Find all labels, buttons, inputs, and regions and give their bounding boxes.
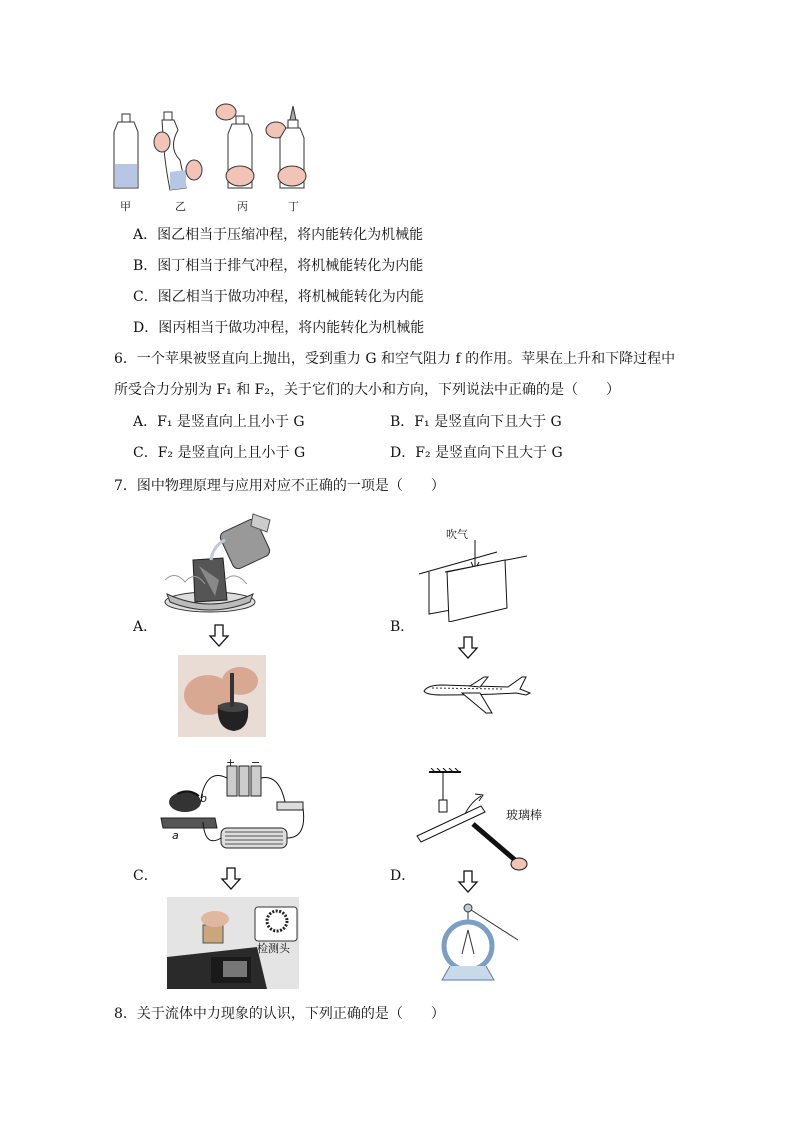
q5-option-a: A．图乙相当于压缩冲程，将内能转化为机械能: [133, 227, 424, 243]
q7-d-arrow-icon: [457, 870, 479, 894]
q7-stem: 7．图中物理原理与应用对应不正确的一项是（ ）: [114, 478, 445, 494]
q7-a-principle-figure: [155, 510, 275, 615]
q7-c-detector-label: 检测头: [257, 942, 290, 955]
q7-option-a-letter: A．: [133, 619, 158, 635]
q6-stem-line1: 6．一个苹果被竖直向上抛出，受到重力 G 和空气阻力 f 的作用。苹果在上升和下降过程中: [114, 351, 676, 367]
bottle-illustration: [108, 100, 318, 212]
q7-c-label-a: a: [172, 829, 179, 842]
q6-option-b: B．F₁ 是竖直向下且大于 G: [390, 414, 562, 430]
q7-d-glass-rod-label: 玻璃棒: [506, 808, 543, 822]
q7-option-d-letter: D．: [390, 868, 416, 884]
q7-b-principle-figure: [415, 522, 535, 622]
q7-d-principle-figure: [415, 768, 535, 878]
q7-c-principle-figure: [155, 758, 305, 858]
q6-stem-line2: 所受合力分别为 F₁ 和 F₂，关于它们的大小和方向，下列说法中正确的是（ ）: [114, 382, 621, 398]
q5-option-b: B．图丁相当于排气冲程，将机械能转化为内能: [133, 258, 424, 274]
q6-option-d: D．F₂ 是竖直向下且大于 G: [390, 445, 563, 461]
q5-option-c: C．图乙相当于做功冲程，将机械能转化为内能: [133, 289, 424, 305]
q7-c-label-minus: −: [251, 756, 261, 769]
q7-d-electroscope-figure: [438, 900, 528, 986]
q5-option-d: D．图丙相当于做功冲程，将内能转化为机械能: [133, 320, 425, 336]
bottle-caption-yi: 乙: [175, 200, 186, 213]
q7-a-application-photo: [178, 655, 266, 737]
q7-option-c-letter: C．: [133, 868, 158, 884]
bottle-caption-bing: 丙: [237, 200, 248, 213]
q7-c-label-b: b: [200, 792, 207, 805]
q6-option-a: A．F₁ 是竖直向上且小于 G: [133, 414, 305, 430]
q7-a-arrow-icon: [208, 624, 230, 648]
q8-stem: 8．关于流体中力现象的认识，下列正确的是（ ）: [114, 1006, 445, 1022]
bottle-caption-jia: 甲: [120, 200, 131, 213]
q7-b-airplane-figure: [422, 675, 532, 719]
q7-c-arrow-icon: [220, 867, 242, 891]
q7-c-label-plus: +: [226, 756, 236, 769]
q7-b-arrow-icon: [457, 636, 479, 660]
bottle-figure: [108, 100, 318, 212]
bottle-caption-ding: 丁: [288, 200, 299, 213]
q7-option-b-letter: B．: [390, 619, 415, 635]
q6-option-c: C．F₂ 是竖直向上且小于 G: [133, 445, 306, 461]
q7-b-blow-label: 吹气: [446, 528, 468, 541]
